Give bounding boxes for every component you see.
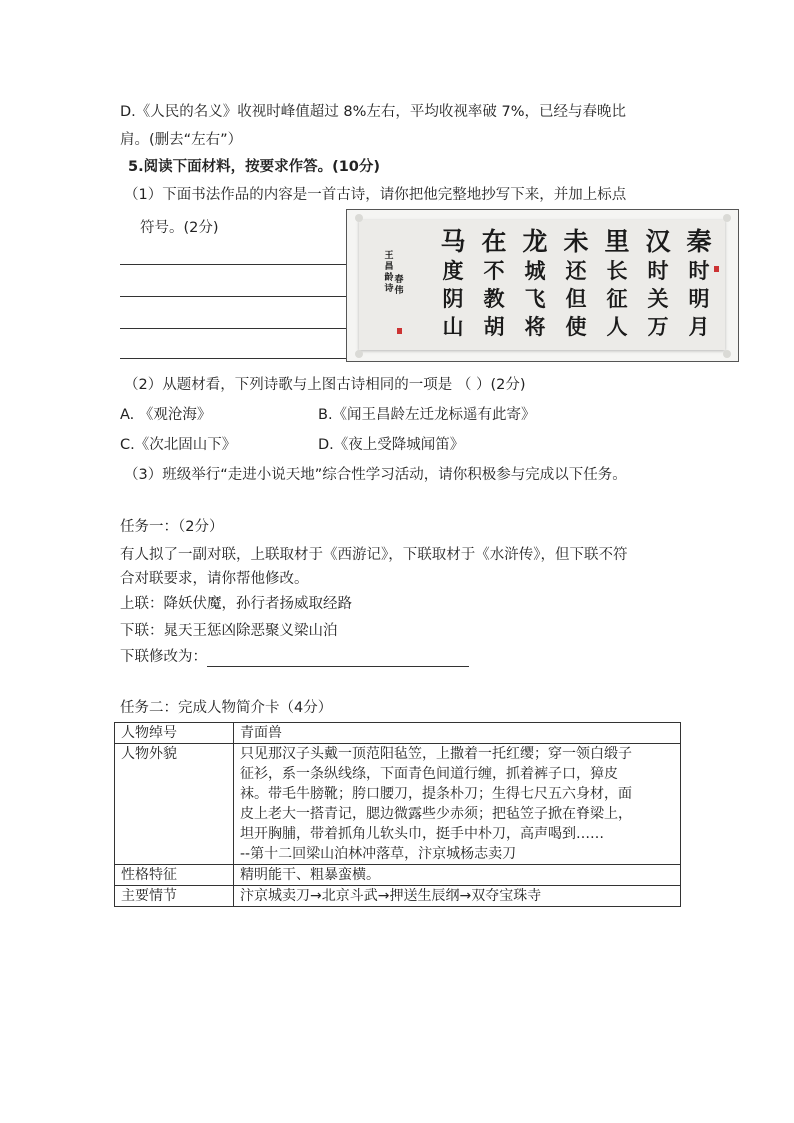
calligraphy-char: 城	[524, 258, 546, 283]
pin-icon	[723, 214, 731, 222]
calligraphy-char: 飞	[524, 286, 546, 311]
personality-value: 精明能干、粗暴蛮横。	[234, 865, 681, 886]
calligraphy-char: 将	[524, 314, 546, 339]
couplet-lower: 下联：晁天王惩凶除恶聚义梁山泊	[120, 623, 338, 639]
calligraphy-char: 关	[647, 286, 669, 311]
pin-icon	[723, 350, 731, 358]
calligraphy-char: 还	[565, 258, 587, 283]
character-card-table	[114, 722, 681, 907]
calligraphy-char: 未	[563, 227, 589, 256]
answer-line-2[interactable]	[120, 296, 350, 297]
calligraphy-char: 人	[606, 314, 628, 339]
table-row	[115, 723, 681, 744]
plot-label: 主要情节	[115, 886, 234, 907]
choice-a[interactable]: A. 《观沧海》	[120, 407, 212, 423]
calligraphy-char: 不	[483, 258, 505, 283]
task1-desc-line2: 合对联要求，请你帮他修改。	[120, 571, 309, 587]
question-5-1-line1: （1）下面书法作品的内容是一首古诗，请你把他完整地抄写下来，并加上标点	[124, 187, 627, 203]
appearance-line: 坦开胸脯，带着抓角儿软头巾，挺手中朴刀，高声喝到……	[240, 826, 604, 842]
plot-value: 汴京城卖刀→北京斗武→押送生辰纲→双夺宝珠寺	[234, 886, 681, 907]
calligraphy-char: 胡	[483, 314, 505, 339]
calligraphy-char: 马	[440, 227, 466, 256]
revise-label: 下联修改为：	[120, 649, 207, 665]
pin-icon	[355, 350, 363, 358]
calligraphy-signature: 王昌龄诗春伟	[384, 251, 404, 296]
couplet-upper: 上联：降妖伏魔，孙行者扬威取经路	[120, 596, 352, 612]
calligraphy-char: 秦	[686, 227, 712, 256]
answer-line-4[interactable]	[120, 358, 350, 359]
calligraphy-char: 月	[688, 314, 710, 339]
calligraphy-char: 使	[565, 314, 587, 339]
choice-c[interactable]: C.《次北固山下》	[120, 437, 237, 453]
calligraphy-char: 征	[606, 286, 628, 311]
calligraphy-char: 里	[604, 227, 630, 256]
task2-title: 任务二：完成人物简介卡（4分）	[120, 700, 333, 716]
choice-b[interactable]: B.《闻王昌龄左迁龙标遥有此寄》	[318, 407, 536, 423]
appearance-line: 只见那汉子头戴一顶范阳毡笠，上撒着一托红缨；穿一领白缎子	[240, 746, 632, 762]
question-5-title: 5.阅读下面材料，按要求作答。(10分)	[128, 159, 381, 175]
table-row	[115, 744, 681, 865]
choice-d[interactable]: D.《夜上受降城闻笛》	[318, 437, 465, 453]
red-seal	[714, 266, 719, 272]
calligraphy-char: 明	[688, 286, 710, 311]
revise-row	[120, 647, 469, 667]
calligraphy-char: 时	[688, 258, 710, 283]
calligraphy-char: 教	[483, 286, 505, 311]
calligraphy-paper	[359, 220, 725, 350]
nickname-value: 青面兽	[234, 723, 681, 744]
question-5-3: （3）班级举行“走进小说天地”综合性学习活动，请你积极参与完成以下任务。	[124, 467, 627, 483]
appearance-line: 袜。带毛牛膀靴；胯口腰刀，提条朴刀；生得七尺五六身材，面	[240, 786, 632, 802]
calligraphy-char: 度	[442, 258, 464, 283]
appearance-line: 征衫，系一条纵线绦，下面青色间道行缠，抓着裤子口，獐皮	[240, 766, 618, 782]
task1-desc-line1: 有人拟了一副对联，上联取材于《西游记》，下联取材于《水浒传》，但下联不符	[120, 547, 628, 563]
appearance-label: 人物外貌	[115, 744, 234, 865]
calligraphy-char: 时	[647, 258, 669, 283]
option-d-line2: 肩。(删去“左右”）	[120, 132, 243, 148]
question-5-2: （2）从题材看，下列诗歌与上图古诗相同的一项是 （ ）(2分)	[124, 377, 526, 393]
appearance-line: --第十二回梁山泊林冲落草，汴京城杨志卖刀	[240, 846, 517, 862]
pin-icon	[355, 214, 363, 222]
calligraphy-char: 阴	[442, 286, 464, 311]
calligraphy-char: 龙	[522, 227, 548, 256]
calligraphy-char: 长	[606, 258, 628, 283]
option-d-line1: D.《人民的名义》收视时峰值超过 8%左右，平均收视率破 7%，已经与春晚比	[120, 104, 626, 120]
appearance-line: 皮上老大一搭青记，腮边微露些少赤须；把毡笠子掀在脊梁上，	[240, 806, 632, 822]
appearance-value	[234, 744, 681, 865]
calligraphy-photo	[346, 209, 739, 362]
calligraphy-text	[359, 220, 725, 350]
table-row	[115, 865, 681, 886]
calligraphy-char: 在	[481, 227, 507, 256]
calligraphy-char: 汉	[645, 227, 671, 256]
calligraphy-char: 山	[442, 314, 464, 339]
answer-line-3[interactable]	[120, 328, 350, 329]
revise-input-line[interactable]	[207, 650, 469, 667]
calligraphy-char: 万	[647, 314, 669, 339]
table-row	[115, 886, 681, 907]
question-5-1-line2: 符号。(2分)	[140, 220, 219, 236]
task1-title: 任务一：（2分）	[120, 519, 224, 535]
answer-line-1[interactable]	[120, 264, 350, 265]
red-seal	[397, 328, 402, 334]
personality-label: 性格特征	[115, 865, 234, 886]
nickname-label: 人物绰号	[115, 723, 234, 744]
calligraphy-char: 但	[565, 286, 587, 311]
